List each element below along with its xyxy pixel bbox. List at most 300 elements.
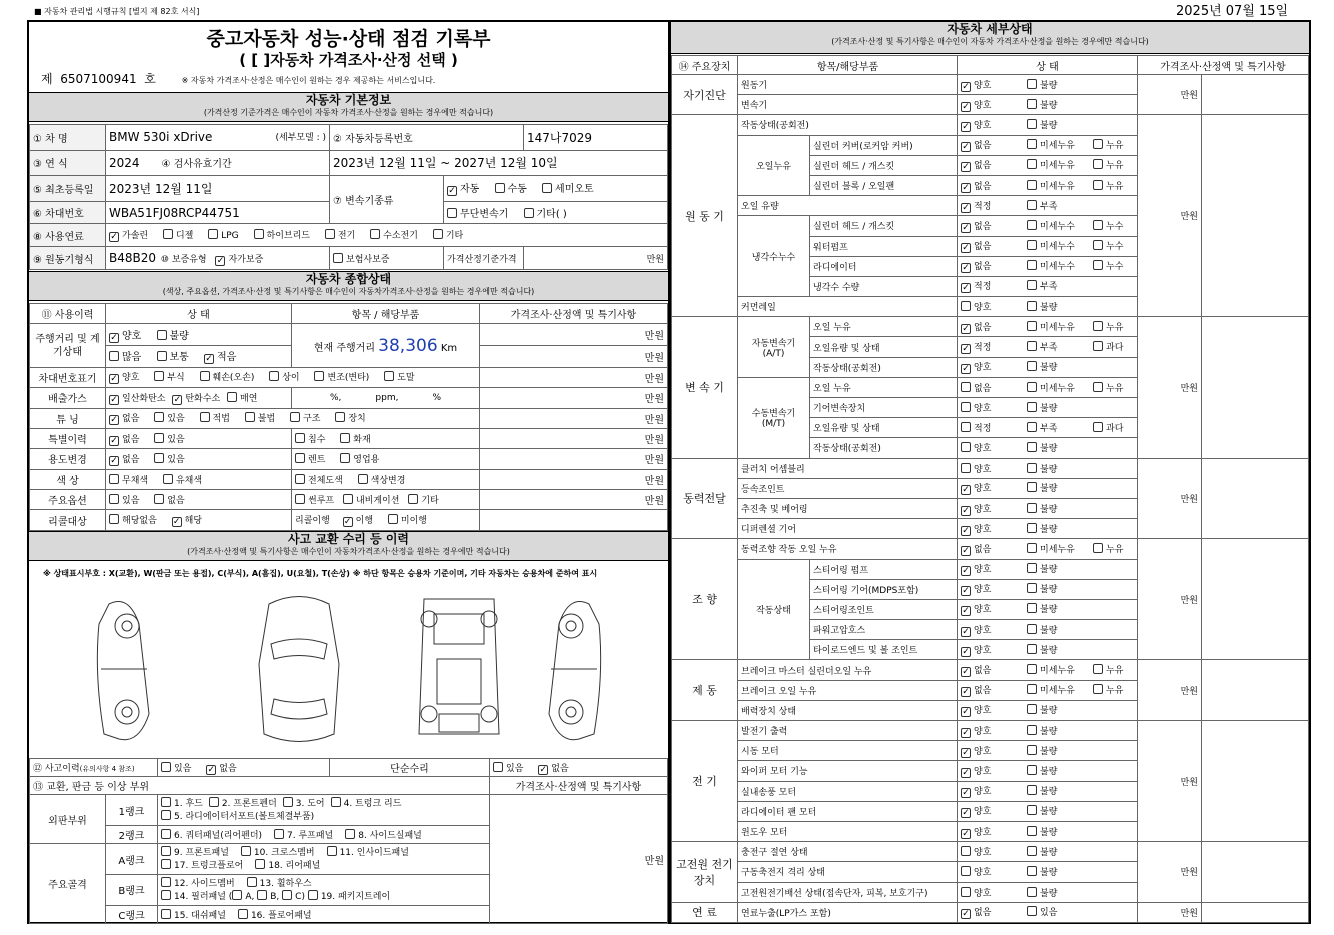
status-checkbox[interactable]: [1027, 887, 1037, 897]
status-checkbox[interactable]: [1027, 745, 1037, 755]
status-checkbox[interactable]: [961, 122, 971, 132]
option-label: 주요옵션: [30, 490, 106, 510]
status-checkbox[interactable]: [961, 344, 971, 354]
status-checkbox[interactable]: [1027, 442, 1037, 452]
detail-item-label: 실린더 커버(로커암 커버): [810, 135, 958, 155]
status-option-label: 양호: [974, 625, 992, 636]
status-checkbox[interactable]: [961, 324, 971, 334]
status-checkbox[interactable]: [961, 566, 971, 576]
tuning-device-checkbox[interactable]: [335, 412, 345, 422]
status-checkbox[interactable]: [1027, 644, 1037, 654]
status-checkbox[interactable]: [1093, 180, 1103, 190]
status-checkbox[interactable]: [961, 364, 971, 374]
status-checkbox[interactable]: [1027, 280, 1037, 290]
status-checkbox[interactable]: [1093, 159, 1103, 169]
status-checkbox[interactable]: [1093, 260, 1103, 270]
special-label: 특별이력: [30, 428, 106, 448]
status-checkbox[interactable]: [1093, 422, 1103, 432]
status-checkbox[interactable]: [961, 526, 971, 536]
status-checkbox[interactable]: [1093, 664, 1103, 674]
detail-item-label: 오일 유량: [738, 196, 958, 216]
usage-yes-checkbox[interactable]: [154, 453, 164, 463]
detail-status: [958, 781, 1138, 801]
part-7-checkbox[interactable]: [274, 829, 284, 839]
tuning-structure-checkbox[interactable]: [290, 412, 300, 422]
detail-price-unit: 만원: [1138, 115, 1202, 317]
detail-item-label: 실린더 헤드 / 개스킷: [810, 155, 958, 175]
plate-painted-checkbox[interactable]: [384, 371, 394, 381]
detail-status: [958, 801, 1138, 821]
emission-co-checkbox[interactable]: [109, 395, 119, 405]
device-group-label: 원 동 기: [672, 115, 738, 317]
status-checkbox[interactable]: [1027, 846, 1037, 856]
detail-item-label: 파워고압호스: [810, 620, 958, 640]
usage-opts: ✓ 없음 있음: [106, 449, 292, 469]
status-checkbox[interactable]: [961, 647, 971, 657]
doc-number: 6507100941: [60, 72, 137, 86]
usage-business-checkbox[interactable]: [340, 453, 350, 463]
trans-cvt-checkbox[interactable]: [447, 208, 457, 218]
plate-diff-checkbox[interactable]: [269, 371, 279, 381]
part-14-checkbox[interactable]: [161, 890, 171, 900]
status-option-label: 양호: [974, 504, 992, 515]
status-checkbox[interactable]: [961, 546, 971, 556]
status-checkbox[interactable]: [961, 203, 971, 213]
detail-price-unit: 만원: [1138, 902, 1202, 922]
mileage-high-checkbox[interactable]: [109, 351, 119, 361]
status-checkbox[interactable]: [961, 606, 971, 616]
detail-note: [1202, 660, 1309, 721]
status-checkbox[interactable]: [961, 301, 971, 311]
accident-table: [29, 758, 668, 924]
status-checkbox[interactable]: [1093, 543, 1103, 553]
status-option-label: 미세누수: [1040, 262, 1075, 273]
status-option-label: 불량: [1040, 444, 1058, 455]
part-6-checkbox[interactable]: [161, 829, 171, 839]
status-option-label: 양호: [974, 706, 992, 717]
engine-warranty-cell: B48B20 ⑩ 보증유형 ✓ 자가보증: [106, 247, 330, 270]
detail-item-label: 브레이크 오일 누유: [738, 680, 958, 700]
detail-status: [958, 478, 1138, 498]
recall-done-checkbox[interactable]: [343, 517, 353, 527]
detail-item-label: 배력장치 상태: [738, 700, 958, 720]
detail-sub-label: 냉각수누수: [738, 216, 810, 297]
pillar-c-checkbox[interactable]: [282, 890, 292, 900]
color-achromatic-checkbox[interactable]: [109, 474, 119, 484]
status-checkbox[interactable]: [961, 142, 971, 152]
status-checkbox[interactable]: [961, 748, 971, 758]
plate-good-checkbox[interactable]: [109, 374, 119, 384]
status-checkbox[interactable]: [1027, 119, 1037, 129]
part-12-checkbox[interactable]: [161, 877, 171, 887]
status-checkbox[interactable]: [961, 243, 971, 253]
part-18-checkbox[interactable]: [255, 859, 265, 869]
fuel-gasoline-checkbox[interactable]: [109, 232, 119, 242]
status-checkbox[interactable]: [1093, 139, 1103, 149]
rankC-label: C랭크: [106, 905, 158, 923]
acc-opts: 있음 ✓ 없음: [158, 759, 330, 777]
option-yes-checkbox[interactable]: [109, 494, 119, 504]
status-option-label: 양호: [974, 524, 992, 535]
status-checkbox[interactable]: [961, 586, 971, 596]
status-checkbox[interactable]: [1027, 422, 1037, 432]
detail-status: [958, 721, 1138, 741]
status-option-label: 양호: [974, 80, 992, 91]
col-usage: ⑪ 사용이력: [30, 304, 106, 324]
status-checkbox[interactable]: [1027, 301, 1037, 311]
fuel-electric-checkbox[interactable]: [325, 229, 335, 239]
inspect-label: ④ 검사유효기간: [161, 159, 232, 171]
status-checkbox[interactable]: [961, 485, 971, 495]
status-option-label: 양호: [974, 848, 992, 859]
status-checkbox[interactable]: [961, 283, 971, 293]
status-checkbox[interactable]: [1027, 583, 1037, 593]
status-option-label: 누유: [1106, 161, 1124, 172]
status-checkbox[interactable]: [961, 183, 971, 193]
status-checkbox[interactable]: [1027, 826, 1037, 836]
status-option-label: 양호: [974, 645, 992, 656]
part-17-checkbox[interactable]: [161, 859, 171, 869]
mileage-label: 주행거리 및 계기상태: [30, 324, 106, 367]
gauge-good-checkbox[interactable]: [109, 333, 119, 343]
detail-status: [958, 95, 1138, 115]
detail-sub-label: 자동변속기 (A/T): [738, 317, 810, 378]
detail-status: [958, 155, 1138, 175]
status-checkbox[interactable]: [961, 788, 971, 798]
status-checkbox[interactable]: [961, 829, 971, 839]
part-11-checkbox[interactable]: [327, 846, 337, 856]
color-chromatic-checkbox[interactable]: [163, 474, 173, 484]
status-checkbox[interactable]: [1027, 704, 1037, 714]
color-full-paint-checkbox[interactable]: [295, 474, 305, 484]
option-other-checkbox[interactable]: [408, 494, 418, 504]
detail-item-label: 작동상태(공회전): [810, 438, 958, 458]
detail-status: [958, 680, 1138, 700]
status-checkbox[interactable]: [1027, 463, 1037, 473]
detail-item-label: 스티어링조인트: [810, 599, 958, 619]
engine-type: B48B20: [109, 250, 157, 265]
status-checkbox[interactable]: [1027, 785, 1037, 795]
status-option-label: 적정: [974, 343, 992, 354]
pillar-a-checkbox[interactable]: [232, 890, 242, 900]
status-checkbox[interactable]: [961, 667, 971, 677]
status-checkbox[interactable]: [1027, 159, 1037, 169]
status-checkbox[interactable]: [961, 846, 971, 856]
option-navi-checkbox[interactable]: [343, 494, 353, 504]
part-1-checkbox[interactable]: [161, 797, 171, 807]
status-checkbox[interactable]: [1027, 866, 1037, 876]
detail-status: [958, 862, 1138, 882]
trans-semi-checkbox[interactable]: [542, 183, 552, 193]
status-checkbox[interactable]: [1027, 543, 1037, 553]
status-option-label: 양호: [974, 565, 992, 576]
detail-status: [958, 902, 1138, 922]
color-label: 색 상: [30, 469, 106, 489]
status-checkbox[interactable]: [961, 263, 971, 273]
status-option-label: 누유: [1106, 322, 1124, 333]
part-2-checkbox[interactable]: [209, 797, 219, 807]
device-group-label: 자기진단: [672, 75, 738, 115]
acc-label-cell: ⑫ 사고이력(유의사항 4 참조): [30, 759, 158, 777]
status-checkbox[interactable]: [1027, 99, 1037, 109]
emission-opts: ✓ 일산화탄소 ✓ 탄화수소 매연: [106, 388, 292, 408]
status-checkbox[interactable]: [1093, 240, 1103, 250]
trans-opts-row2: 무단변속기 기타( ): [444, 201, 668, 224]
detail-note: [1202, 902, 1309, 922]
part-13-checkbox[interactable]: [247, 877, 257, 887]
col-part: 항목/해당부품: [738, 56, 958, 75]
rank1-label: 1랭크: [106, 795, 158, 826]
warranty-self-checkbox[interactable]: [215, 256, 225, 266]
option-detail: 썬루프 내비게이션 기타: [292, 490, 480, 510]
detail-status: [958, 115, 1138, 135]
service-notice: ※ 자동차 가격조사·산정은 매수인이 원하는 경우 제공하는 서비스입니다.: [181, 76, 436, 85]
status-checkbox[interactable]: [1027, 906, 1037, 916]
color-change-checkbox[interactable]: [358, 474, 368, 484]
special-flood-checkbox[interactable]: [295, 433, 305, 443]
status-option-label: 누수: [1106, 221, 1124, 232]
status-checkbox[interactable]: [961, 909, 971, 919]
accident-no-checkbox[interactable]: [206, 765, 216, 775]
status-option-label: 적정: [974, 201, 992, 212]
doc-no-label: 제: [41, 72, 53, 86]
status-checkbox[interactable]: [1027, 482, 1037, 492]
detail-status: [958, 377, 1138, 397]
detail-status: [958, 256, 1138, 276]
trans-manual-checkbox[interactable]: [495, 183, 505, 193]
status-checkbox[interactable]: [1027, 180, 1037, 190]
part-5-checkbox[interactable]: [161, 810, 171, 820]
special-fire-checkbox[interactable]: [340, 433, 350, 443]
usage-none-checkbox[interactable]: [109, 456, 119, 466]
detail-price-unit: 만원: [1138, 721, 1202, 842]
status-checkbox[interactable]: [961, 223, 971, 233]
option-opts: 있음 없음: [106, 490, 292, 510]
fuel-hydrogen-checkbox[interactable]: [370, 229, 380, 239]
status-checkbox[interactable]: [1027, 382, 1037, 392]
mileage-amount: 많음 보통 ✓ 적음: [106, 346, 292, 368]
status-checkbox[interactable]: [1093, 684, 1103, 694]
detail-row: [672, 902, 1309, 922]
col-item: 항목 / 해당부품: [292, 304, 480, 324]
status-option-label: 불량: [1040, 766, 1058, 777]
tuning-yes-checkbox[interactable]: [154, 412, 164, 422]
detail-note: [1202, 458, 1309, 539]
usage-rent-checkbox[interactable]: [295, 453, 305, 463]
option-no-checkbox[interactable]: [154, 494, 164, 504]
status-checkbox[interactable]: [1027, 725, 1037, 735]
status-checkbox[interactable]: [1027, 361, 1037, 371]
pillar-b-checkbox[interactable]: [257, 890, 267, 900]
year-cell: [106, 150, 330, 176]
status-option-label: 불량: [1040, 868, 1058, 879]
recall-na-checkbox[interactable]: [109, 514, 119, 524]
simple-repair-yes-checkbox[interactable]: [493, 762, 503, 772]
part-4-checkbox[interactable]: [331, 797, 341, 807]
part-15-checkbox[interactable]: [161, 909, 171, 919]
detail-row: [672, 539, 1309, 559]
fuel-other-checkbox[interactable]: [433, 229, 443, 239]
tuning-none-checkbox[interactable]: [109, 415, 119, 425]
status-checkbox[interactable]: [961, 808, 971, 818]
detail-status: [958, 276, 1138, 296]
status-option-label: 양호: [974, 464, 992, 475]
detail-note: [1202, 539, 1309, 660]
price-unit: 만원: [480, 388, 668, 408]
status-checkbox[interactable]: [1027, 139, 1037, 149]
status-checkbox[interactable]: [1027, 503, 1037, 513]
detail-item-label: 오일유량 및 상태: [810, 418, 958, 438]
detail-status: [958, 539, 1138, 559]
plate-forged-checkbox[interactable]: [314, 371, 324, 381]
detail-status: [958, 519, 1138, 539]
status-checkbox[interactable]: [1027, 684, 1037, 694]
option-sunroof-checkbox[interactable]: [295, 494, 305, 504]
detail-item-label: 연료누출(LP가스 포함): [738, 902, 958, 922]
status-checkbox[interactable]: [961, 768, 971, 778]
status-option-label: 누유: [1106, 383, 1124, 394]
emission-smoke-checkbox[interactable]: [227, 392, 237, 402]
mileage-normal-checkbox[interactable]: [157, 351, 167, 361]
status-checkbox[interactable]: [961, 687, 971, 697]
vin-label: ⑥ 차대번호: [30, 201, 106, 224]
status-option-label: 양호: [974, 120, 992, 131]
simple-repair-no-checkbox[interactable]: [538, 765, 548, 775]
status-checkbox[interactable]: [961, 707, 971, 717]
detail-status: [958, 498, 1138, 518]
detail-status: [958, 599, 1138, 619]
warranty-label: ⑩ 보증유형: [160, 254, 207, 265]
special-yes-checkbox[interactable]: [154, 433, 164, 443]
fuel-lpg-checkbox[interactable]: [208, 229, 218, 239]
mileage-low-checkbox[interactable]: [204, 354, 214, 364]
part-19-checkbox[interactable]: [308, 890, 318, 900]
recall-not-done-checkbox[interactable]: [388, 514, 398, 524]
fuel-diesel-checkbox[interactable]: [163, 229, 173, 239]
status-option-label: 불량: [1040, 464, 1058, 475]
status-checkbox[interactable]: [1027, 563, 1037, 573]
detail-status: [958, 620, 1138, 640]
status-checkbox[interactable]: [961, 463, 971, 473]
rankC-items: 15. 대쉬패널 16. 플로어패널: [158, 905, 490, 923]
status-option-label: 없음: [974, 242, 992, 253]
status-checkbox[interactable]: [961, 887, 971, 897]
detail-status: [958, 842, 1138, 862]
part-9-checkbox[interactable]: [161, 846, 171, 856]
status-option-label: 없음: [974, 544, 992, 555]
form-reference: ■ 자동차 관리법 시행규칙 [별지 제 82호 서식]: [34, 7, 200, 16]
status-checkbox[interactable]: [1027, 260, 1037, 270]
part-3-checkbox[interactable]: [283, 797, 293, 807]
part-16-checkbox[interactable]: [238, 909, 248, 919]
status-checkbox[interactable]: [1027, 79, 1037, 89]
status-checkbox[interactable]: [1027, 664, 1037, 674]
part-10-checkbox[interactable]: [241, 846, 251, 856]
car-top-view: [259, 597, 339, 742]
detail-item-label: 오일유량 및 상태: [810, 337, 958, 357]
detail-item-label: 윈도우 모터: [738, 821, 958, 841]
status-checkbox[interactable]: [961, 442, 971, 452]
detail-item-label: 시동 모터: [738, 741, 958, 761]
status-checkbox[interactable]: [1027, 200, 1037, 210]
recall-applicable-checkbox[interactable]: [172, 517, 182, 527]
plate-damage-checkbox[interactable]: [200, 371, 210, 381]
status-checkbox[interactable]: [961, 82, 971, 92]
emission-units: %, ppm, %: [292, 388, 480, 408]
gauge-bad-checkbox[interactable]: [157, 330, 167, 340]
status-checkbox[interactable]: [1027, 240, 1037, 250]
status-checkbox[interactable]: [1093, 382, 1103, 392]
trans-auto-checkbox[interactable]: [447, 186, 457, 196]
status-checkbox[interactable]: [1093, 341, 1103, 351]
status-checkbox[interactable]: [961, 728, 971, 738]
warranty-insurer-checkbox[interactable]: [333, 253, 343, 263]
status-checkbox[interactable]: [1027, 765, 1037, 775]
status-checkbox[interactable]: [1027, 624, 1037, 634]
detail-status: [958, 438, 1138, 458]
fuel-hybrid-checkbox[interactable]: [254, 229, 264, 239]
status-option-label: 누유: [1106, 686, 1124, 697]
accident-sub: (가격조사·산정액 및 특기사항은 매수인이 자동차가격조사·산정을 원하는 경우에만 적습니다): [187, 547, 510, 556]
status-checkbox[interactable]: [1027, 341, 1037, 351]
device-group-label: 변 속 기: [672, 317, 738, 458]
status-checkbox[interactable]: [1027, 805, 1037, 815]
col-state: 상 태: [106, 304, 292, 324]
overall-header: [29, 271, 668, 301]
status-checkbox[interactable]: [961, 627, 971, 637]
recall-label: 리콜대상: [30, 510, 106, 531]
detail-note: [1202, 115, 1309, 317]
status-checkbox[interactable]: [1093, 321, 1103, 331]
status-checkbox[interactable]: [961, 162, 971, 172]
status-option-label: 없음: [974, 686, 992, 697]
status-checkbox[interactable]: [961, 506, 971, 516]
col-device: ⑭ 주요장치: [672, 56, 738, 75]
odometer-value: 38,306: [378, 335, 438, 356]
status-checkbox[interactable]: [961, 102, 971, 112]
status-checkbox[interactable]: [961, 402, 971, 412]
status-checkbox[interactable]: [1027, 402, 1037, 412]
status-option-label: 불량: [1040, 404, 1058, 415]
status-checkbox[interactable]: [1027, 321, 1037, 331]
tuning-illegal-checkbox[interactable]: [245, 412, 255, 422]
status-checkbox[interactable]: [1027, 220, 1037, 230]
usage-detail: 렌트 영업용: [292, 449, 480, 469]
trans-other-checkbox[interactable]: [524, 208, 534, 218]
part-8-checkbox[interactable]: [345, 829, 355, 839]
status-option-label: 불량: [1040, 787, 1058, 798]
status-option-label: 양호: [974, 787, 992, 798]
status-checkbox[interactable]: [961, 422, 971, 432]
accident-yes-checkbox[interactable]: [161, 762, 171, 772]
status-checkbox[interactable]: [1093, 220, 1103, 230]
status-checkbox[interactable]: [1027, 603, 1037, 613]
status-option-label: 누유: [1106, 666, 1124, 677]
emission-hc-checkbox[interactable]: [172, 395, 182, 405]
special-none-checkbox[interactable]: [109, 436, 119, 446]
simple-repair-label: 단순수리: [330, 759, 490, 777]
rankA-items: 9. 프론트패널 10. 크로스멤버 11. 인사이드패널 17. 트렁크플로어 18. 리어패널: [158, 844, 490, 875]
status-option-label: 있음: [1040, 908, 1058, 919]
tuning-legal-checkbox[interactable]: [200, 412, 210, 422]
status-option-label: 불량: [1040, 80, 1058, 91]
status-checkbox[interactable]: [961, 866, 971, 876]
status-option-label: 누유: [1106, 181, 1124, 192]
status-option-label: 양호: [974, 868, 992, 879]
status-checkbox[interactable]: [961, 382, 971, 392]
plate-rust-checkbox[interactable]: [154, 371, 164, 381]
status-checkbox[interactable]: [1027, 523, 1037, 533]
